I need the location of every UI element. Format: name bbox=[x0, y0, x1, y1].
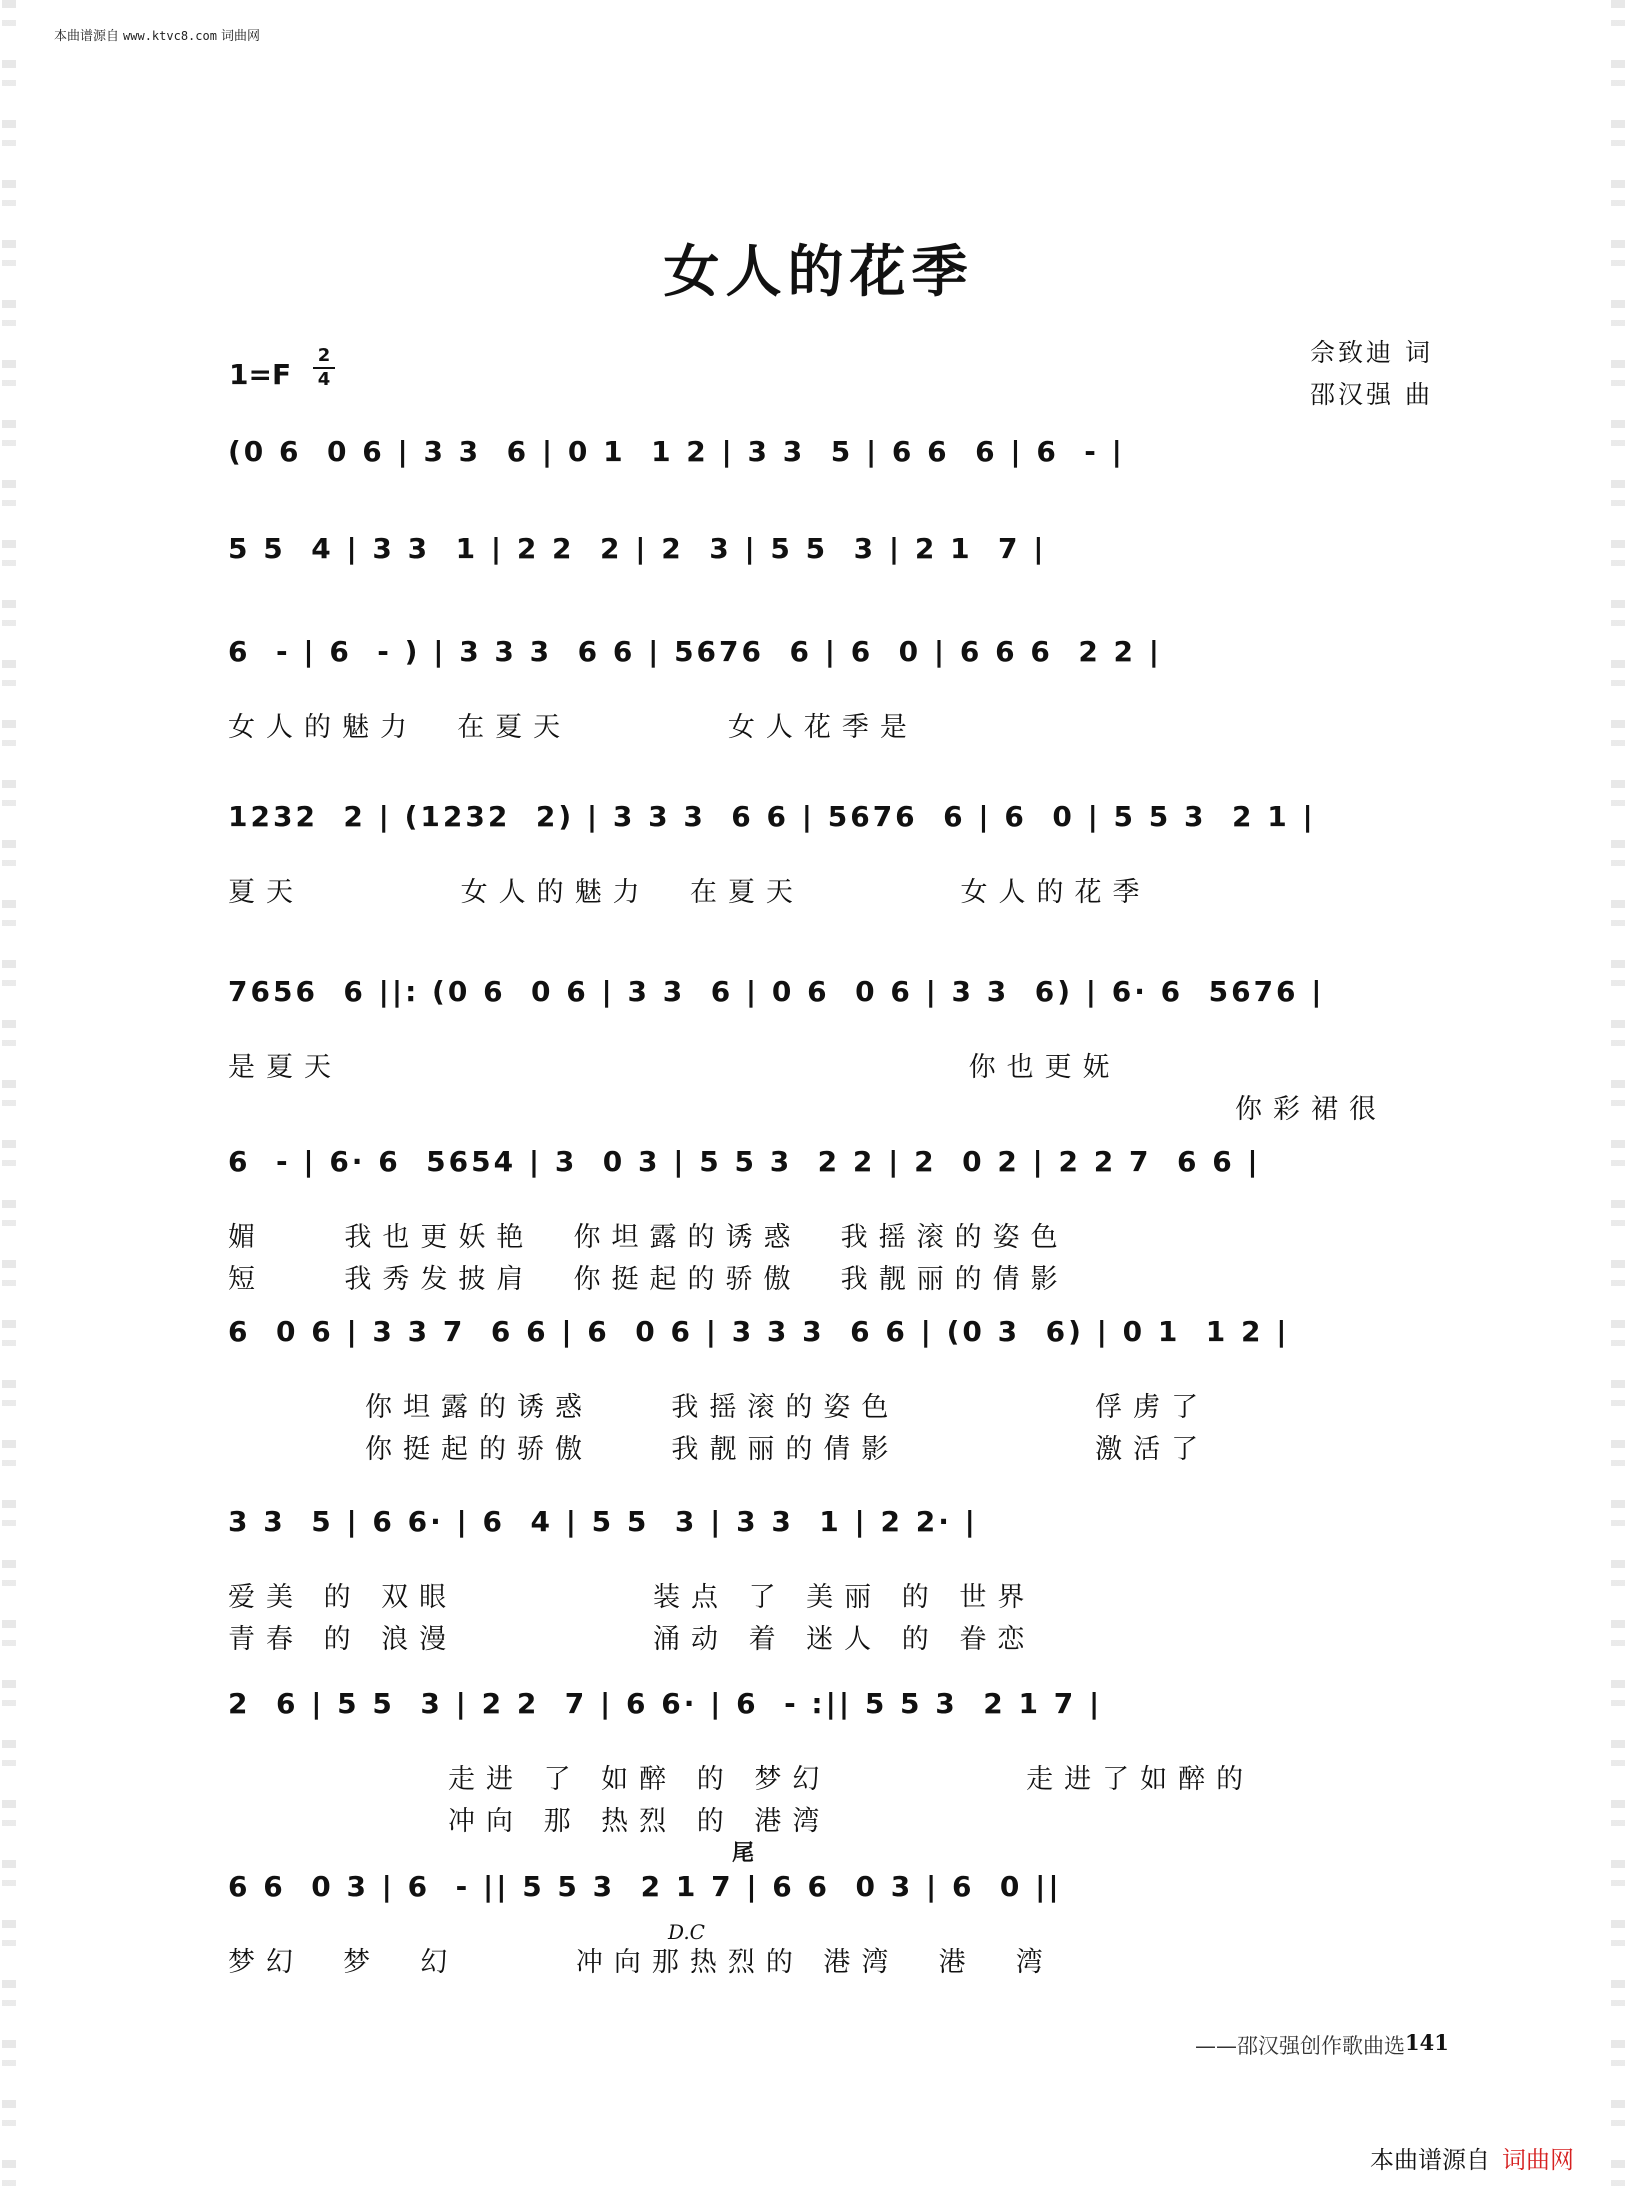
key-signature: 1=F bbox=[229, 358, 292, 391]
lyrics-verse-2: 冲向 那 热烈 的 港湾 bbox=[448, 1806, 831, 1837]
lyrics-verse-2: 青春 的 浪漫 涌动 着 迷人 的 眷恋 bbox=[228, 1624, 1036, 1655]
notes-text: 1232 2 | (1232 2) | 3 3 3 6 6 | 5676 6 | 6 0 | 5 5 3 2 1 | bbox=[228, 800, 1316, 833]
lyrics-verse-2: 短 我秀发披肩 你挺起的骄傲 我靓丽的倩影 bbox=[228, 1264, 1069, 1295]
system-2 bbox=[0, 517, 1637, 587]
source-header bbox=[54, 25, 260, 44]
notation-line bbox=[228, 420, 1457, 484]
series-footer: ——邵汉强创作歌曲选 bbox=[1195, 2034, 1405, 2058]
system-7 bbox=[0, 1300, 1637, 1465]
lyrics-verse-2: 你挺起的骄傲 我靓丽的倩影 激活了 bbox=[365, 1434, 1210, 1465]
notation-line bbox=[228, 517, 1457, 581]
lyrics-verse-1: 媚 我也更妖艳 你坦露的诱惑 我摇滚的姿色 bbox=[228, 1222, 1069, 1253]
lyrics-verse-2: 你彩裙很 bbox=[1235, 1094, 1387, 1125]
brand-source-label: 本曲谱源自 bbox=[1370, 2146, 1490, 2174]
system-3 bbox=[0, 620, 1637, 743]
system-8 bbox=[0, 1490, 1637, 1655]
page-number: 141 bbox=[1405, 2030, 1449, 2055]
lyrics-verse-1: 爱美 的 双眼 装点 了 美丽 的 世界 bbox=[228, 1582, 1036, 1613]
dc-marking: D.C bbox=[668, 1920, 705, 1944]
system-5 bbox=[0, 960, 1637, 1125]
system-1 bbox=[0, 420, 1637, 490]
lyrics-verse-1: 你坦露的诱惑 我摇滚的姿色 俘虏了 bbox=[365, 1392, 1210, 1423]
notation-line bbox=[228, 620, 1457, 684]
notes-text: 6 6 0 3 | 6 - || 5 5 3 2 1 7 | 6 6 0 3 | 6 0 || bbox=[228, 1870, 1062, 1903]
notes-text: 3 3 5 | 6 6· | 6 4 | 5 5 3 | 3 3 1 | 2 2· | bbox=[228, 1505, 978, 1538]
notes-text: 6 - | 6 - ) | 3 3 3 6 6 | 5676 6 | 6 0 | 6 6 6 2 2 | bbox=[228, 635, 1163, 668]
header-url[interactable]: www.ktvc8.com bbox=[123, 29, 217, 43]
notes-text: 2 6 | 5 5 3 | 2 2 7 | 6 6· | 6 - :|| 5 5 3 2 1 7 | bbox=[228, 1687, 1103, 1720]
notes-text: 7656 6 ||: (0 6 0 6 | 3 3 6 | 0 6 0 6 | 3 3 6) | 6· 6 5676 | bbox=[228, 975, 1325, 1008]
brand-footer bbox=[1370, 2140, 1574, 2175]
coda-label: 尾 bbox=[732, 1840, 755, 1866]
notation-line bbox=[228, 1490, 1457, 1554]
header-site-name: 词曲网 bbox=[220, 29, 260, 44]
notation-line bbox=[228, 1130, 1457, 1194]
system-4 bbox=[0, 785, 1637, 908]
system-9 bbox=[0, 1672, 1637, 1837]
notes-text: 6 - | 6· 6 5654 | 3 0 3 | 5 5 3 2 2 | 2 0 2 | 2 2 7 6 6 | bbox=[228, 1145, 1261, 1178]
song-title: 女人的花季 bbox=[663, 239, 974, 305]
notation-line bbox=[228, 785, 1457, 849]
time-signature-top: 2 bbox=[317, 345, 331, 366]
lyrics-verse-1: 夏天 女人的魅力 在夏天 女人的花季 bbox=[228, 877, 1151, 908]
notes-text: (0 6 0 6 | 3 3 6 | 0 1 1 2 | 3 3 5 | 6 6 6 | 6 - | bbox=[228, 435, 1125, 468]
lyrics-verse-1: 是夏天 你也更妩 bbox=[228, 1052, 1121, 1083]
notation-line bbox=[228, 1855, 1457, 1919]
lyrics-verse-1: 女人的魅力 在夏天 女人花季是 bbox=[228, 712, 918, 743]
brand-site-name[interactable]: 词曲网 bbox=[1502, 2146, 1574, 2174]
system-6 bbox=[0, 1130, 1637, 1295]
notation-line bbox=[228, 960, 1457, 1024]
lyricist-credit: 佘致迪 词 bbox=[1310, 338, 1433, 367]
notes-text: 6 0 6 | 3 3 7 6 6 | 6 0 6 | 3 3 3 6 6 | (0 3 6) | 0 1 1 2 | bbox=[228, 1315, 1290, 1348]
notation-line bbox=[228, 1300, 1457, 1364]
time-signature bbox=[313, 346, 335, 390]
lyrics-verse-1: 走进 了 如醉 的 梦幻 走进了如醉的 bbox=[448, 1764, 1255, 1795]
lyrics-verse-1: 梦幻 梦 幻 冲向那热烈的 港湾 港 湾 bbox=[228, 1947, 1054, 1978]
time-signature-bottom: 4 bbox=[317, 369, 331, 390]
notes-text: 5 5 4 | 3 3 1 | 2 2 2 | 2 3 | 5 5 3 | 2 1 7 | bbox=[228, 532, 1047, 565]
notation-line bbox=[228, 1672, 1457, 1736]
composer-credit: 邵汉强 曲 bbox=[1310, 380, 1433, 409]
header-source-label: 本曲谱源自 bbox=[54, 29, 120, 44]
